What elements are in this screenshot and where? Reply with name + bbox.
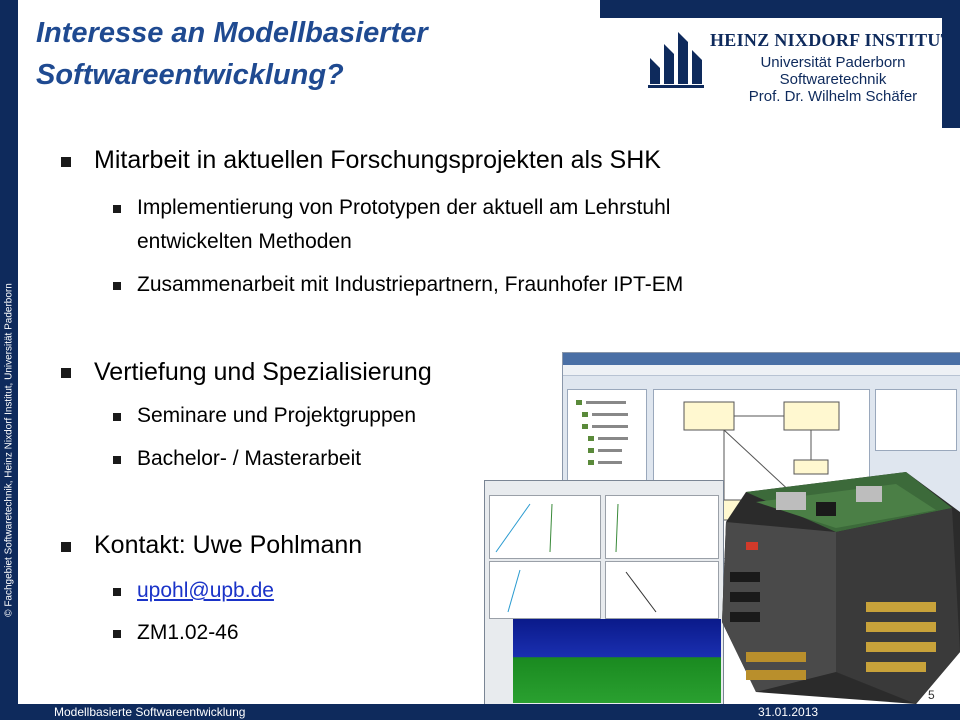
logo-university: Universität Paderborn	[760, 54, 906, 71]
sub-bullet-marker	[113, 630, 121, 638]
logo-department: Softwaretechnik	[779, 71, 887, 88]
simulation-screenshot	[484, 480, 724, 706]
line-plot-icon-2	[606, 496, 718, 558]
institute-logo	[640, 22, 953, 106]
footer-date: 31.01.2013	[758, 705, 819, 719]
sub-bullet-room: ZM1.02-46	[137, 621, 239, 644]
top-bar	[600, 0, 960, 18]
robot-photo	[716, 452, 960, 704]
copyright-container	[0, 0, 18, 720]
sub-bullet-prototypes-line2: entwickelten Methoden	[137, 230, 352, 253]
slide-title	[36, 12, 576, 96]
sub-bullet-marker	[113, 282, 121, 290]
plot-pane-4	[605, 561, 719, 619]
bullet-specialization: Vertiefung und Spezialisierung	[94, 358, 432, 386]
line-plot-icon-3	[490, 562, 600, 618]
line-plot-icon-4	[606, 562, 718, 618]
sub-bullet-marker	[113, 456, 121, 464]
slide-title-line1: Interesse an Modellbasierter	[36, 17, 428, 49]
sub-bullet-seminars: Seminare und Projektgruppen	[137, 404, 417, 427]
footer-course-title: Modellbasierte Softwareentwicklung	[54, 705, 246, 719]
plot-pane-2	[605, 495, 719, 559]
bullet-marker	[61, 368, 71, 378]
sub-bullet-industry: Zusammenarbeit mit Industriepartnern, Fraunhofer IPT-EM	[137, 273, 684, 296]
logo-professor: Prof. Dr. Wilhelm Schäfer	[748, 88, 918, 105]
plot-pane-3	[489, 561, 601, 619]
plot-pane-1	[489, 495, 601, 559]
bullet-contact: Kontakt: Uwe Pohlmann	[94, 531, 363, 559]
screenshot-outline-pane	[875, 389, 957, 451]
screenshot-menubar	[563, 365, 960, 376]
email-link[interactable]: upohl@upb.de	[137, 579, 274, 602]
page-number: 5	[928, 688, 935, 702]
screenshot-titlebar	[563, 353, 960, 365]
sub-bullet-prototypes-line1: Implementierung von Prototypen der aktuell am Lehrstuhl	[137, 196, 671, 219]
bullet-marker	[61, 542, 71, 552]
slide-title-line2: Softwareentwicklung?	[36, 59, 344, 91]
bullet-marker	[61, 157, 71, 167]
copyright-text: © Fachgebiet Softwaretechnik, Heinz Nixdorf Institut, Universität Paderborn	[3, 283, 15, 617]
sub-bullet-marker	[113, 205, 121, 213]
sub-bullet-marker	[113, 413, 121, 421]
line-plot-icon	[490, 496, 600, 558]
bullet-research: Mitarbeit in aktuellen Forschungsprojekten als SHK	[94, 146, 661, 174]
3d-scene	[513, 619, 721, 703]
sub-bullet-marker	[113, 588, 121, 596]
sub-bullet-thesis: Bachelor- / Masterarbeit	[137, 447, 362, 470]
logo-title: HEINZ NIXDORF INSTITUT	[710, 30, 953, 50]
hni-logo-icon	[646, 28, 706, 90]
